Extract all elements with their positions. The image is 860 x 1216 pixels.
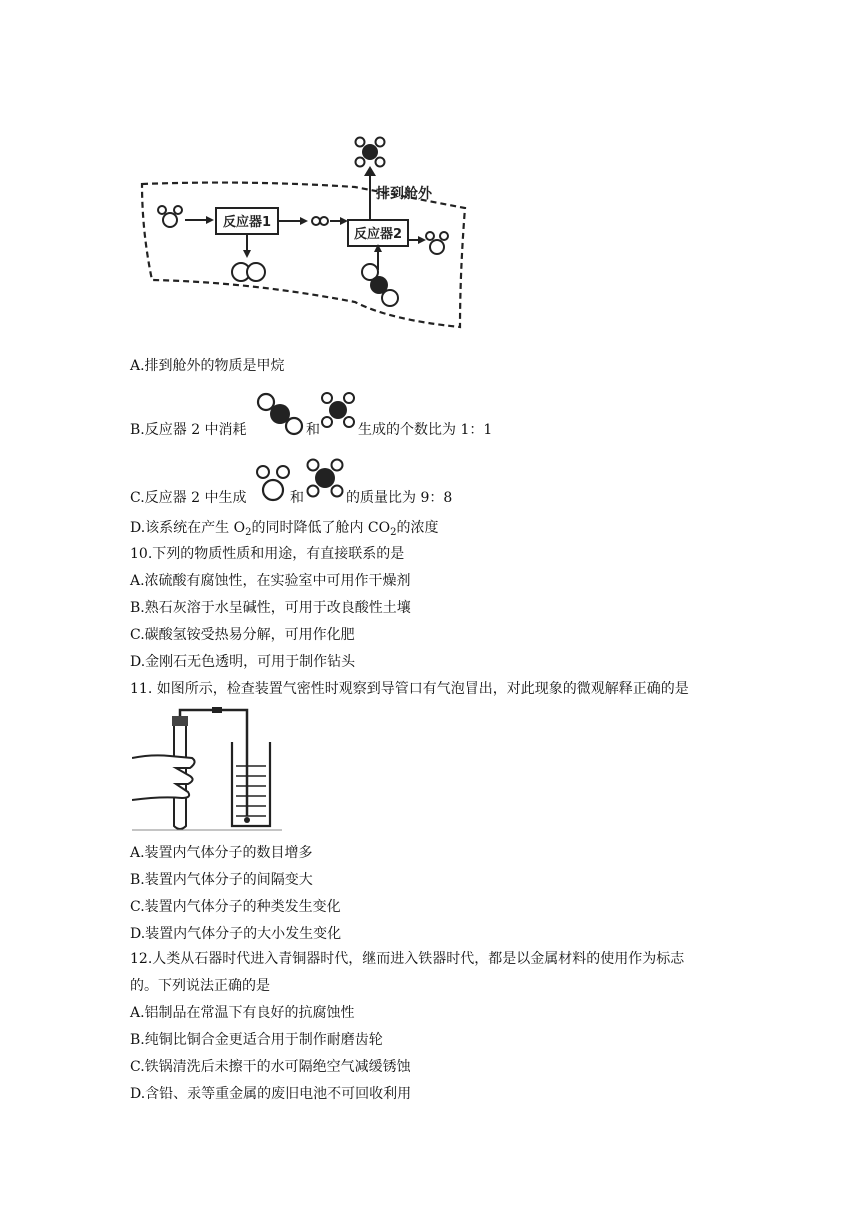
reactor-2-label: 反应器2 (353, 227, 403, 242)
q12-stem-line2: 的。下列说法正确的是 (130, 978, 270, 994)
q10-stem: 10.下列的物质性质和用途，有直接联系的是 (130, 546, 405, 562)
q9-option-b-post: 生成的个数比为 1：1 (358, 422, 493, 438)
up-arrow-icon (364, 166, 376, 176)
water-molecule-icon (426, 232, 448, 254)
hydrogen-molecule-icon (312, 217, 328, 225)
q11-option-d: D.装置内气体分子的大小发生变化 (130, 926, 342, 942)
methane-molecule-icon (320, 390, 356, 430)
q9-option-d-part2: 的同时降低了舱内 CO (251, 520, 391, 536)
right-arrow-icon (206, 216, 214, 224)
oxygen-molecule-icon (232, 263, 265, 281)
right-arrow-icon (418, 236, 426, 244)
reactor-system-diagram (130, 122, 475, 344)
q9-option-c-mid: 和 (290, 490, 304, 506)
subscript: 2 (245, 527, 252, 538)
q11-option-c: C.装置内气体分子的种类发生变化 (130, 899, 341, 915)
system-boundary (142, 183, 465, 327)
q11-stem: 11. 如图所示，检查装置气密性时观察到导管口有气泡冒出，对此现象的微观解释正确的是 (130, 681, 689, 697)
q12-option-b: B.纯铜比铜合金更适合用于制作耐磨齿轮 (130, 1032, 383, 1048)
methane-molecule-icon (305, 456, 345, 500)
q9-option-b (130, 420, 247, 440)
subscript: 2 (390, 527, 397, 538)
q10-option-d: D.金刚石无色透明，可用于制作钻头 (130, 654, 356, 670)
carbon-dioxide-molecule-icon (256, 392, 304, 438)
vent-label: 排到舱外 (376, 186, 432, 202)
q9-option-c (130, 488, 246, 508)
q10-option-a: A.浓硫酸有腐蚀性，在实验室中可用作干燥剂 (130, 573, 411, 589)
q12-option-a: A.铝制品在常温下有良好的抗腐蚀性 (130, 1005, 355, 1021)
q12-option-c: C.铁锅清洗后未擦干的水可隔绝空气减缓锈蚀 (130, 1059, 411, 1075)
q9-option-d (130, 518, 439, 538)
down-arrow-icon (243, 250, 251, 258)
airtightness-apparatus-diagram (132, 706, 282, 834)
q9-option-c-post: 的质量比为 9：8 (346, 490, 453, 506)
right-arrow-icon (340, 217, 348, 225)
q9-option-d-part3: 的浓度 (396, 520, 439, 536)
q9-option-b-pre: B.反应器 2 中消耗 (130, 422, 247, 438)
methane-molecule-icon (356, 138, 385, 167)
q11-option-b: B.装置内气体分子的间隔变大 (130, 872, 313, 888)
hand-icon (132, 755, 195, 800)
reactor-1-label: 反应器1 (222, 215, 272, 230)
q9-option-a: A.排到舱外的物质是甲烷 (130, 358, 285, 374)
q12-option-d: D.含铅、汞等重金属的废旧电池不可回收利用 (130, 1086, 412, 1102)
q9-option-b-mid: 和 (306, 422, 320, 438)
right-arrow-icon (300, 217, 308, 225)
q12-stem-line1: 12.人类从石器时代进入青铜器时代，继而进入铁器时代，都是以金属材料的使用作为标志 (130, 951, 685, 967)
q9-option-c-pre: C.反应器 2 中生成 (130, 490, 247, 506)
water-molecule-icon (158, 206, 182, 227)
carbon-dioxide-molecule-icon (362, 264, 398, 306)
q9-option-d-part1: D.该系统在产生 O (130, 520, 246, 536)
q10-option-b: B.熟石灰溶于水呈碱性，可用于改良酸性土壤 (130, 600, 411, 616)
q10-option-c: C.碳酸氢铵受热易分解，可用作化肥 (130, 627, 355, 643)
q11-option-a: A.装置内气体分子的数目增多 (130, 845, 313, 861)
water-molecule-icon (256, 462, 290, 504)
